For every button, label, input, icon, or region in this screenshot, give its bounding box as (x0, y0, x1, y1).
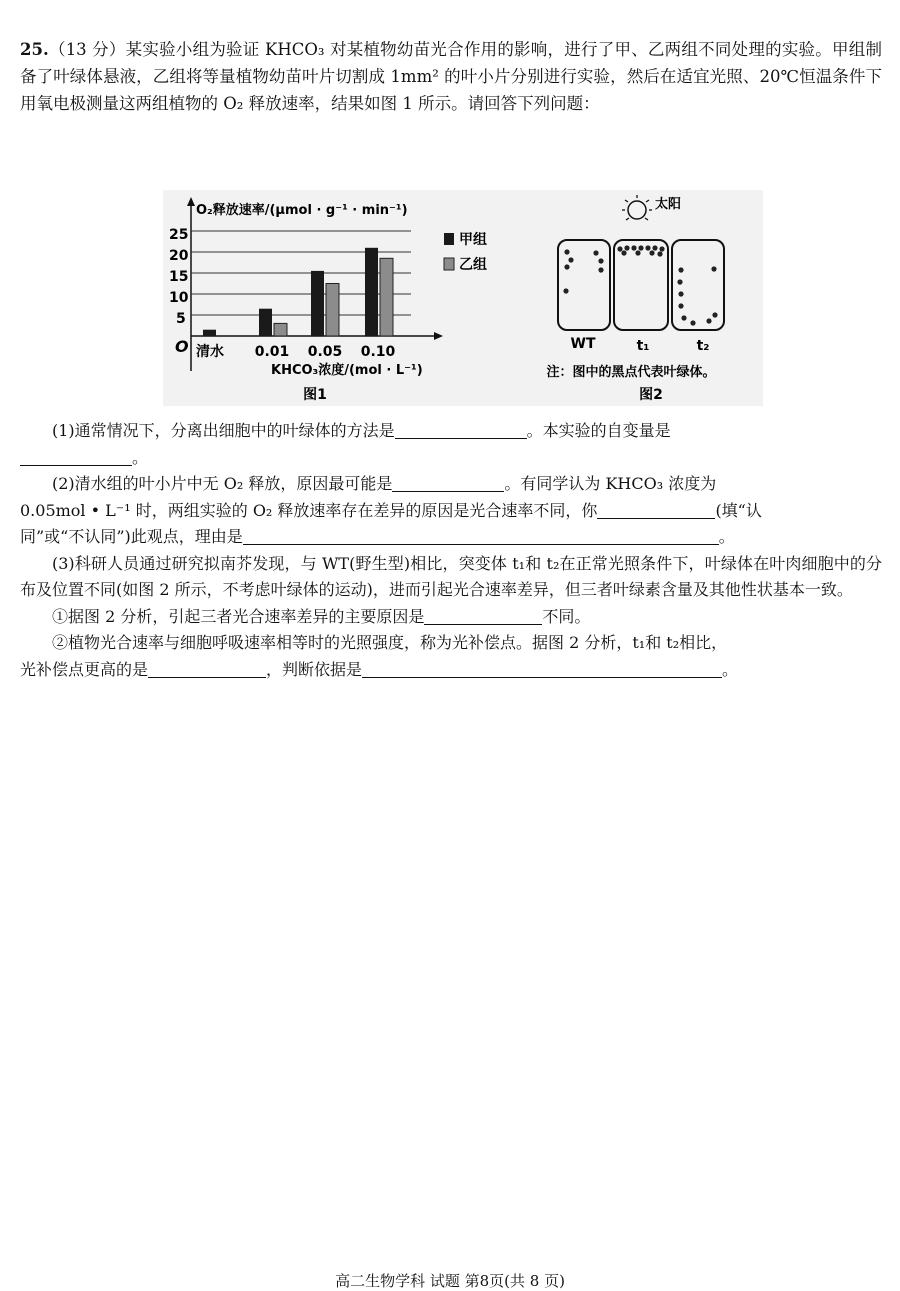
bar-jia-0 (203, 330, 216, 336)
q1-cont (20, 445, 882, 472)
sun-label: 太阳 (655, 197, 682, 212)
q3-2-text-c: ，判断依据是 (266, 659, 363, 679)
x-tick-label: 0.05 (307, 344, 343, 360)
cell-label-t1: t₁ (636, 338, 650, 354)
figure-panel (163, 190, 763, 406)
x-tick-label: 0.01 (254, 344, 290, 360)
figures-svg (163, 190, 763, 406)
q3 (20, 551, 882, 604)
q3-text: (3)科研人员通过研究拟南芥发现，与 WT(野生型)相比，突变体 t₁和 t₂在正常光照条件下，叶绿体在叶肉细胞中的分布及位置不同(如图 2 所示，不考虑叶绿体的运动)，进而引起光合速率差异，但三者叶绿素含量及其他性状基本一致。 (20, 553, 882, 599)
question-intro (20, 36, 882, 117)
answer-blank-q2-why[interactable] (243, 526, 719, 545)
y-tick-label: 25 (169, 227, 189, 243)
answer-blank-q3-2-basis[interactable] (362, 659, 722, 678)
q2-text-c: 0.05mol • L⁻¹ 时，两组实验的 O₂ 释放速率存在差异的原因是光合速率不同，你 (20, 500, 598, 520)
q2-text-f: 。 (718, 527, 735, 546)
legend-swatch-jia (444, 233, 454, 245)
bar-jia-3 (365, 248, 378, 336)
answer-blank-q3-2-higher[interactable] (148, 659, 266, 678)
q2-line2 (20, 498, 882, 525)
question-body (20, 418, 882, 683)
chloroplasts-t1 (617, 245, 664, 256)
q2-text-e: 同”或“不认同”)此观点，理由是 (20, 527, 243, 546)
q1 (20, 418, 882, 445)
figure1 (169, 197, 487, 403)
y-axis-arrow (187, 197, 195, 206)
chloroplasts-wt (563, 249, 603, 293)
cell-label-t2: t₂ (696, 338, 710, 354)
origin-label: O (175, 337, 189, 356)
figure1-caption: 图1 (303, 387, 327, 403)
legend-label-yi: 乙组 (459, 257, 487, 273)
x-tick-label: 0.10 (360, 344, 396, 360)
q1-text-b: 。本实验的自变量是 (526, 421, 671, 440)
y-tick-label: 20 (169, 248, 189, 264)
answer-blank-q3-1[interactable] (424, 606, 542, 625)
q2-text-a: (2)清水组的叶小片中无 O₂ 释放，原因最可能是 (52, 474, 393, 493)
bar-yi-3 (380, 258, 393, 336)
answer-blank-q2-agree[interactable] (597, 500, 715, 519)
q3-1 (20, 604, 882, 631)
q2-text-d: (填“认 (715, 500, 762, 520)
question-number: 25. (20, 40, 49, 59)
q1-text-a: (1)通常情况下，分离出细胞中的叶绿体的方法是 (52, 421, 395, 440)
q2-text-b: 。有同学认为 KHCO₃ 浓度为 (504, 474, 717, 493)
answer-blank-q2-reason[interactable] (392, 473, 504, 492)
answer-blank-q1-method[interactable] (395, 420, 527, 439)
legend-label-jia: 甲组 (459, 232, 487, 248)
q3-2-text-b: 光补偿点更高的是 (20, 659, 149, 679)
chloroplasts-t2 (677, 266, 717, 325)
cell-label-wt: WT (570, 336, 596, 352)
x-tick-label: 清水 (196, 344, 224, 360)
bars (203, 248, 393, 336)
figure2-note: 注：图中的黑点代表叶绿体。 (546, 365, 716, 380)
y-tick-label: 5 (176, 311, 186, 327)
bar-yi-1 (274, 323, 287, 336)
y-tick-label: 10 (169, 290, 189, 306)
q2-line3 (20, 524, 882, 551)
bar-jia-1 (259, 309, 272, 336)
q3-2-text-d: 。 (722, 659, 739, 679)
q3-2-text-a: ②植物光合速率与细胞呼吸速率相等时的光照强度，称为光补偿点。据图 2 分析，t₁和 t₂相比， (52, 633, 728, 652)
bar-yi-2 (326, 284, 339, 337)
x-axis-arrow (434, 332, 443, 340)
page-footer: 高二生物学科 试题 第8页(共 8 页) (335, 1272, 565, 1290)
q3-2 (20, 630, 882, 657)
q3-1-text-b: 不同。 (542, 606, 591, 626)
y-axis-label: O₂释放速率/(μmol · g⁻¹ · min⁻¹) (196, 203, 408, 218)
q1-text-c: 。 (132, 447, 149, 467)
y-tick-label: 15 (169, 269, 189, 285)
x-axis-label: KHCO₃浓度/(mol · L⁻¹) (271, 363, 423, 378)
bar-jia-2 (311, 271, 324, 336)
figure2-caption: 图2 (639, 387, 663, 403)
legend-swatch-yi (444, 258, 454, 270)
answer-blank-q1-variable[interactable] (20, 447, 132, 466)
q2 (20, 471, 882, 498)
q3-1-text-a: ①据图 2 分析，引起三者光合速率差异的主要原因是 (52, 606, 425, 626)
question-stem: （13 分）某实验小组为验证 KHCO₃ 对某植物幼苗光合作用的影响，进行了甲、乙两组不同处理的实验。甲组制备了叶绿体悬液，乙组将等量植物幼苗叶片切割成 1mm² 的叶小片分别进行实验，然后在适宜光照、20℃恒温条件下用氧电极测量这两组植物的 O₂ 释放速率，结果如图 1 所示。请回答下列问题： (20, 40, 882, 113)
figure2 (546, 195, 724, 403)
sun-icon (622, 195, 652, 220)
q3-2-line2 (20, 657, 882, 684)
